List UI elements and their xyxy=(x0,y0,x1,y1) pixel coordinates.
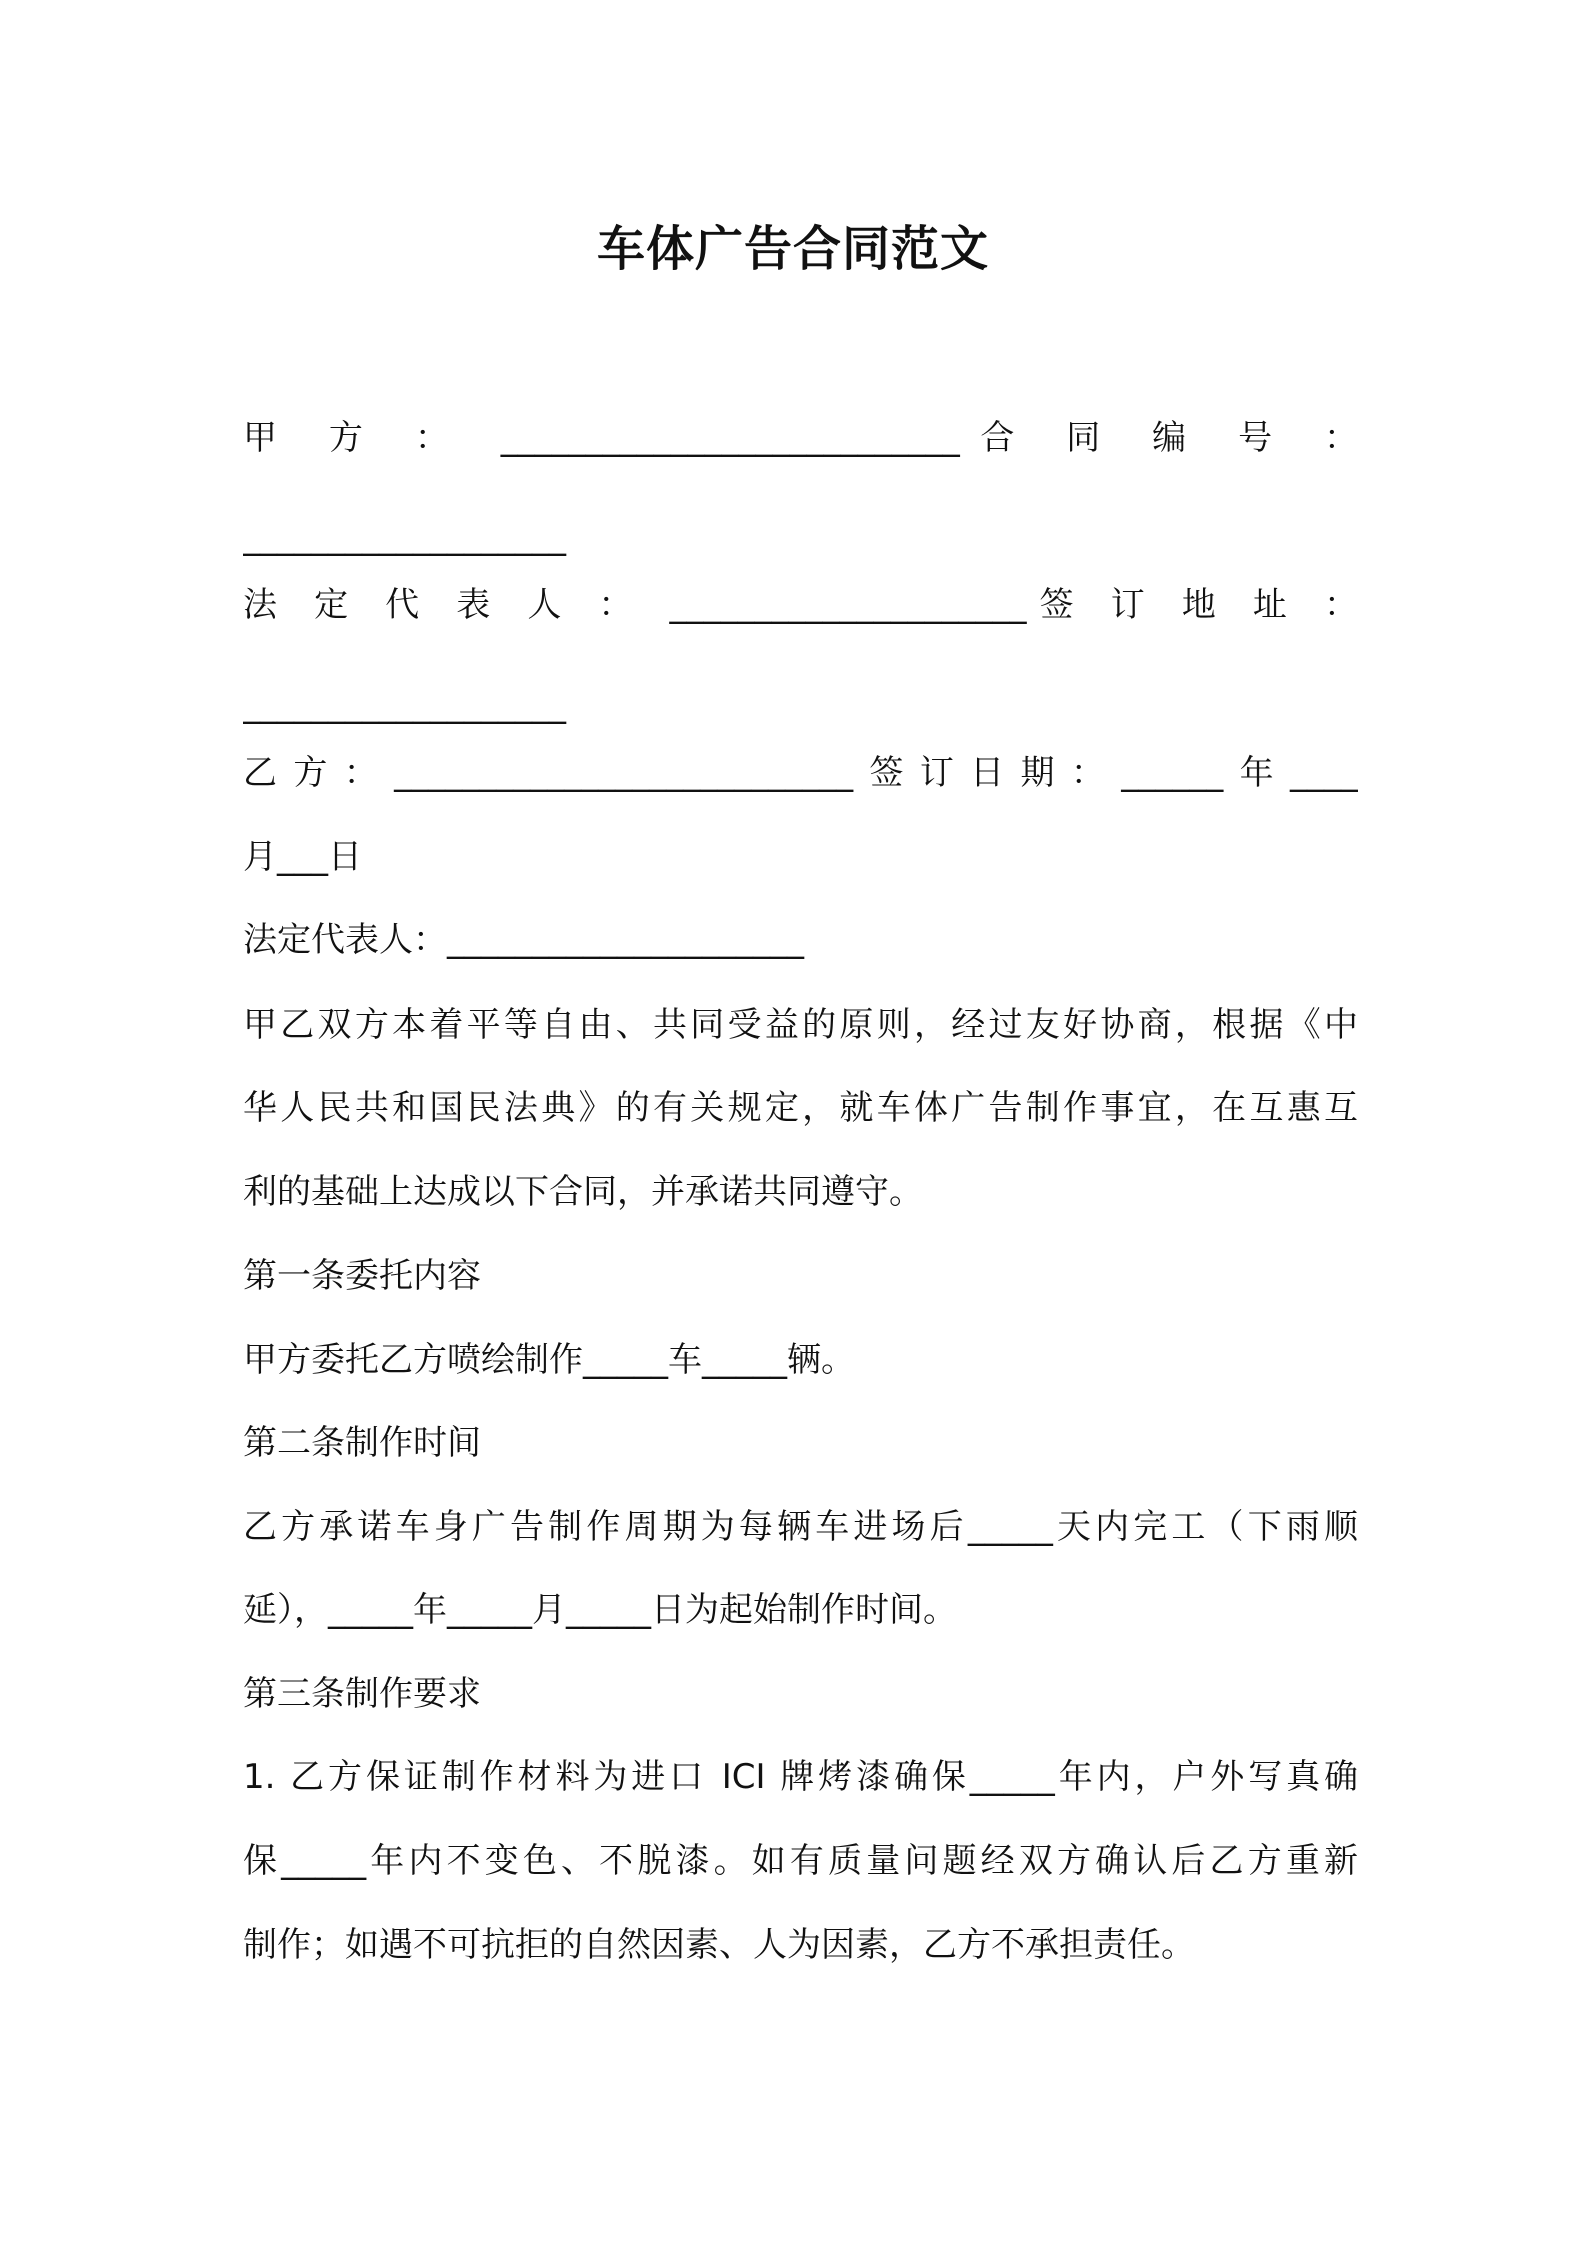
article-1-body: 甲方委托乙方喷绘制作_____车_____辆。 xyxy=(243,1340,855,1380)
document-title: 车体广告合同范文 xyxy=(596,221,989,277)
article-2-body-line-1: 乙方承诺车身广告制作周期为每辆车进场后_____天内完工（下雨顺 xyxy=(243,1507,1358,1547)
party-b-line: 乙方：___________________________签订日期：______年____ xyxy=(243,753,1358,793)
signing-date-continuation: 月___日 xyxy=(243,837,362,877)
preamble-line-1: 甲乙双方本着平等自由、共同受益的原则，经过友好协商，根据《中 xyxy=(243,1005,1358,1045)
article-3-heading: 第三条制作要求 xyxy=(243,1674,481,1714)
article-2-heading: 第二条制作时间 xyxy=(243,1423,481,1463)
preamble-line-2: 华人民共和国民法典》的有关规定，就车体广告制作事宜，在互惠互 xyxy=(243,1088,1358,1128)
party-a-representative-line: 法 定 代 表 人 ： _____________________签 订 地 址 ： xyxy=(243,585,1358,625)
article-3-item-1-line-2: 保_____年内不变色、不脱漆。如有质量问题经双方确认后乙方重新 xyxy=(243,1841,1358,1881)
article-1-heading: 第一条委托内容 xyxy=(243,1256,481,1296)
article-2-body-line-2: 延），_____年_____月_____日为起始制作时间。 xyxy=(243,1590,957,1630)
signing-address-blank: ___________________ xyxy=(243,685,566,725)
preamble-line-3: 利的基础上达成以下合同，并承诺共同遵守。 xyxy=(243,1172,923,1212)
party-b-representative-line: 法定代表人：_____________________ xyxy=(243,920,804,960)
article-3-item-1-line-1: 1. 乙方保证制作材料为进口 ICI 牌烤漆确保_____年内，户外写真确 xyxy=(243,1757,1358,1797)
article-3-item-1-line-3: 制作；如遇不可抗拒的自然因素、人为因素，乙方不承担责任。 xyxy=(243,1925,1195,1965)
contract-number-blank: ___________________ xyxy=(243,517,566,557)
party-a-line: 甲 方 ： ___________________________合 同 编 号 ： xyxy=(243,418,1358,458)
